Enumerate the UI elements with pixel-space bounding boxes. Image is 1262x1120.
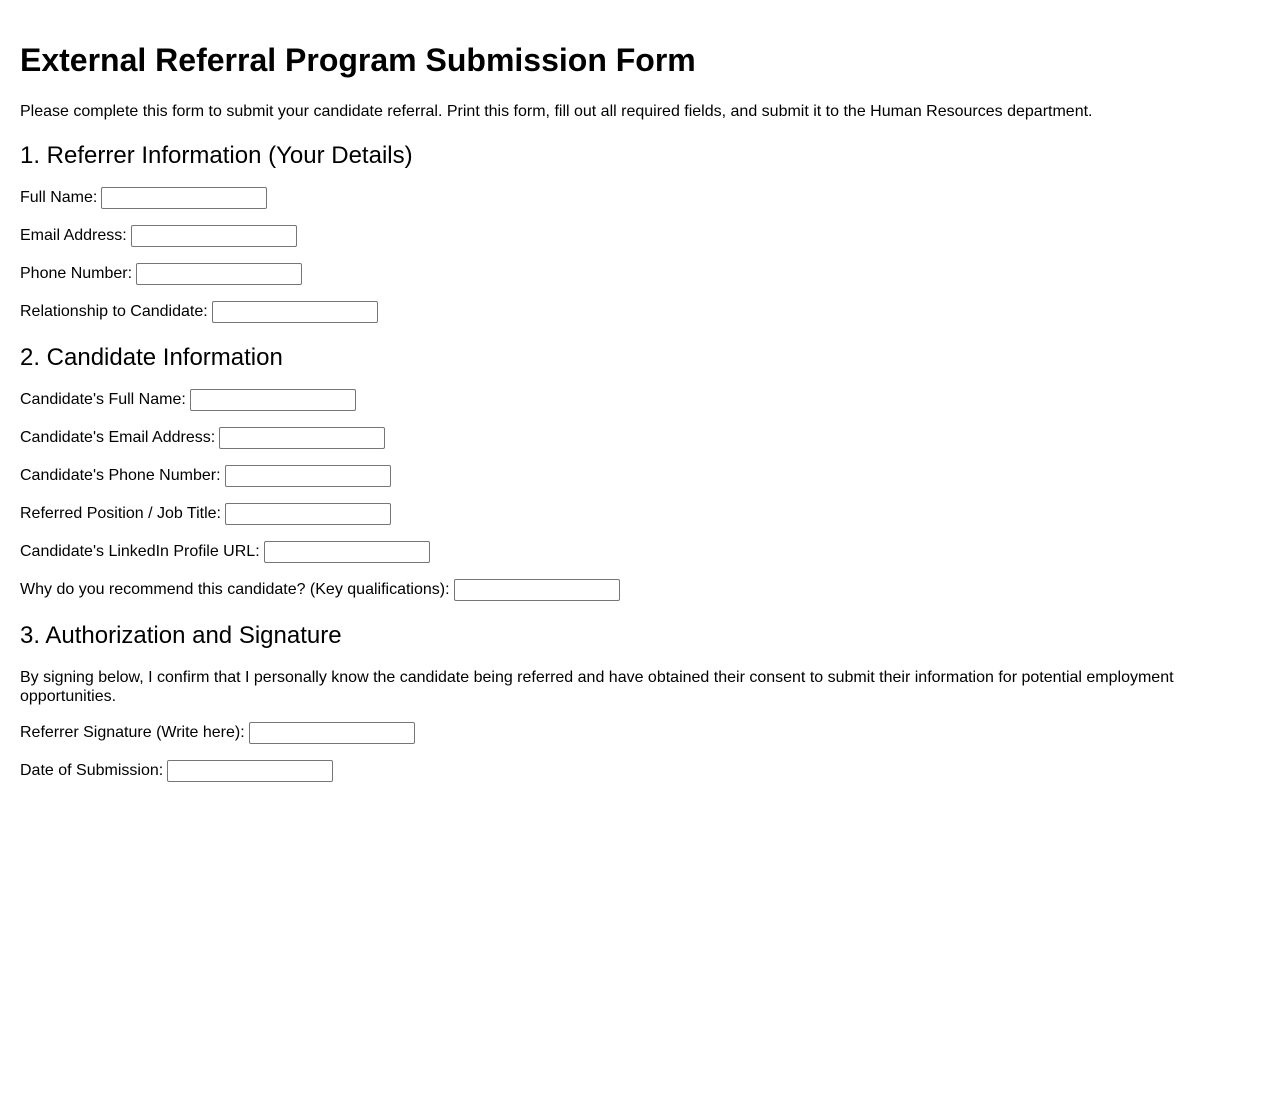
field-label: Why do you recommend this candidate? (Key qualifications): xyxy=(20,581,450,598)
signature-input[interactable] xyxy=(249,722,415,744)
section-heading-referrer: 1. Referrer Information (Your Details) xyxy=(20,142,413,169)
form-intro: Please complete this form to submit your candidate referral. Print this form, fill out all required fields, and submit it to the Human Resources department. xyxy=(20,103,1093,120)
field-label: Candidate's Full Name: xyxy=(20,391,186,408)
field-label: Relationship to Candidate: xyxy=(20,303,208,320)
field-row-referred-position xyxy=(20,503,1242,525)
field-row-referrer-full-name xyxy=(20,187,1242,209)
page-title: External Referral Program Submission Form xyxy=(20,42,696,78)
field-row-signature xyxy=(20,722,1242,744)
candidate-full-name-input[interactable] xyxy=(190,389,356,411)
field-row-linkedin-url xyxy=(20,541,1242,563)
field-row-candidate-phone xyxy=(20,465,1242,487)
section-heading-candidate: 2. Candidate Information xyxy=(20,344,283,371)
field-row-recommendation-reason xyxy=(20,579,1242,601)
field-label: Referred Position / Job Title: xyxy=(20,505,221,522)
field-label: Candidate's LinkedIn Profile URL: xyxy=(20,543,260,560)
field-label: Email Address: xyxy=(20,227,127,244)
submission-date-input[interactable] xyxy=(167,760,333,782)
referrer-phone-input[interactable] xyxy=(136,263,302,285)
field-label: Candidate's Phone Number: xyxy=(20,467,221,484)
field-label: Phone Number: xyxy=(20,265,133,282)
field-row-candidate-email xyxy=(20,427,1242,449)
field-row-referrer-email xyxy=(20,225,1242,247)
field-row-referrer-phone xyxy=(20,263,1242,285)
referrer-email-input[interactable] xyxy=(131,225,297,247)
referred-position-input[interactable] xyxy=(225,503,391,525)
field-label: Date of Submission: xyxy=(20,762,164,779)
consent-statement: By signing below, I confirm that I personally know the candidate being referred and have obtained their consent to submit their information for potential employment opportunities. xyxy=(20,669,1174,705)
linkedin-url-input[interactable] xyxy=(264,541,430,563)
field-row-candidate-full-name xyxy=(20,389,1242,411)
field-label: Full Name: xyxy=(20,189,98,206)
candidate-phone-input[interactable] xyxy=(225,465,391,487)
field-label: Candidate's Email Address: xyxy=(20,429,216,446)
section-heading-authorization: 3. Authorization and Signature xyxy=(20,622,342,649)
candidate-email-input[interactable] xyxy=(219,427,385,449)
field-label: Referrer Signature (Write here): xyxy=(20,724,245,741)
relationship-input[interactable] xyxy=(212,301,378,323)
referrer-full-name-input[interactable] xyxy=(101,187,267,209)
field-row-submission-date xyxy=(20,760,1242,782)
recommendation-reason-input[interactable] xyxy=(454,579,620,601)
field-row-relationship xyxy=(20,301,1242,323)
